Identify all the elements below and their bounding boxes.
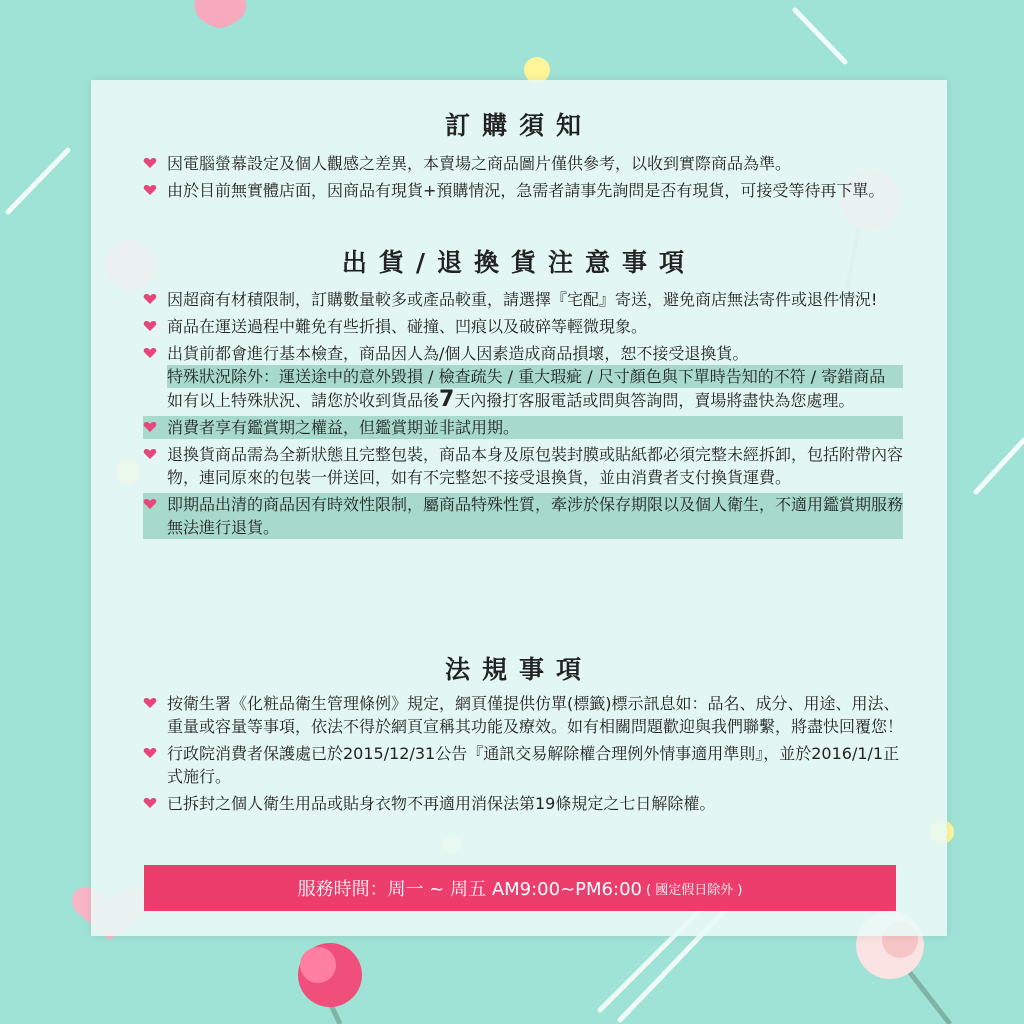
heart-icon [143, 292, 157, 306]
item-text: 即期品出清的商品因有時效性限制，屬商品特殊性質，牽涉於保存期限以及個人衛生，不適用鑑賞期服務無法進行退貨。 [167, 495, 904, 537]
white-stroke-decoration [795, 10, 845, 62]
notice-card [91, 80, 947, 936]
special-case-notice [167, 388, 903, 412]
heart-icon [143, 319, 157, 333]
heart-icon [143, 346, 157, 360]
regulations-list [143, 692, 903, 819]
holiday-note: ( 國定假日除外 ) [645, 882, 743, 898]
list-item [143, 152, 903, 175]
heart-icon [143, 497, 157, 511]
section-title-ordering: 訂購須知 [444, 111, 593, 140]
white-stroke-decoration [8, 150, 68, 212]
list-item [143, 742, 903, 788]
list-item [143, 342, 903, 412]
item-text: 商品在運送過程中難免有些折損、碰撞、凹痕以及破碎等輕微現象。 [167, 317, 648, 336]
item-text: 消費者享有鑑賞期之權益，但鑑賞期並非試用期。 [167, 418, 520, 437]
section-title-shipping-returns: 出貨/退換貨注意事項 [341, 248, 697, 277]
item-text: 已拆封之個人衛生用品或貼身衣物不再適用消保法第19條規定之七日解除權。 [167, 794, 716, 813]
white-stroke-decoration [976, 440, 1024, 492]
heart-icon [143, 696, 157, 710]
ordering-list [143, 152, 903, 206]
heart-icon [143, 156, 157, 170]
notice-text: 天內撥打客服電話或問與答詢問，賣場將盡快為您處理。 [454, 391, 855, 410]
service-hours-banner [144, 865, 896, 911]
notice-days: 7 [439, 387, 455, 412]
heart-icon [143, 183, 157, 197]
item-text: 退換貨商品需為全新狀態且完整包裝，商品本身及原包裝封膜或貼紙都必須完整未經拆卸，包括附帶內容物，連同原來的包裝一併送回，如有不完整恕不接受退換貨，並由消費者支付換貨運費。 [167, 445, 904, 487]
shipping-list [143, 288, 903, 543]
list-item [143, 315, 903, 338]
item-text: 因超商有材積限制，訂購數量較多或產品較重，請選擇『宅配』寄送，避免商店無法寄件或退件情況! [167, 290, 878, 309]
item-text: 因電腦螢幕設定及個人觀感之差異，本賣場之商品圖片僅供參考，以收到實際商品為準。 [167, 154, 792, 173]
list-item [143, 692, 903, 738]
notice-text: 如有以上特殊狀況、請您於收到貨品後 [167, 391, 440, 410]
heart-icon [143, 796, 157, 810]
flower-decoration [298, 943, 362, 1024]
list-item [143, 416, 903, 439]
list-item [143, 179, 903, 202]
list-item [143, 792, 903, 815]
item-text: 出貨前都會進行基本檢查，商品因人為/個人因素造成商品損壞，恕不接受退換貨。 [167, 344, 749, 363]
heart-icon [143, 420, 157, 434]
heart-icon [143, 447, 157, 461]
service-hours-text: 服務時間：周一 ~ 周五 AM9:00~PM6:00 [297, 879, 642, 900]
pink-heart-decoration [194, 0, 246, 28]
heart-icon [143, 746, 157, 760]
item-text: 按衛生署《化粧品衛生管理條例》規定，網頁僅提供仿單(標籤)標示訊息如：品名、成分、用途、用法、重量或容量等事項，依法不得於網頁宣稱其功能及療效。如有相關問題歡迎與我們聯繫，將盡快回覆您！ [167, 694, 904, 736]
item-text: 由於目前無實體店面，因商品有現貨+預購情況，急需者請事先詢問是否有現貨，可接受等待再下單。 [167, 181, 885, 200]
section-title-regulations: 法規事項 [444, 655, 593, 684]
list-item [143, 288, 903, 311]
exception-note: 特殊狀況除外：運送途中的意外毀損 / 檢查疏失 / 重大瑕疵 / 尺寸顏色與下單時告知的不符 / 寄錯商品 [167, 365, 903, 388]
list-item [143, 443, 903, 489]
list-item [143, 493, 903, 539]
item-text: 行政院消費者保護處已於2015/12/31公告『通訊交易解除權合理例外情事適用準則』，並於2016/1/1正式施行。 [167, 744, 900, 786]
